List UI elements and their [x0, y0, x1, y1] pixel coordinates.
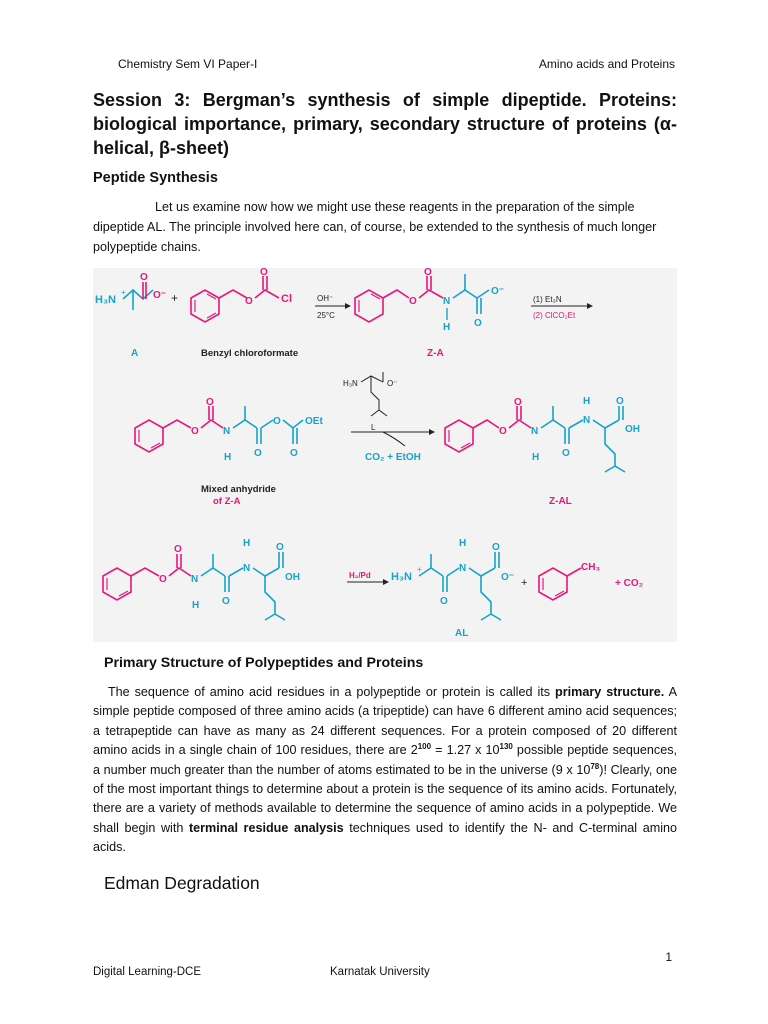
svg-text:25°C: 25°C	[317, 311, 335, 320]
svg-text:H: H	[443, 322, 451, 333]
reaction-scheme-panel-bottom	[93, 528, 677, 642]
svg-text:O: O	[276, 542, 284, 553]
svg-text:O: O	[245, 296, 253, 307]
header-left: Chemistry Sem VI Paper-I	[118, 57, 258, 71]
label-benzyl-chloroformate: Benzyl chloroformate	[201, 348, 299, 359]
svg-text:O: O	[254, 448, 262, 459]
svg-text:H₂/Pd: H₂/Pd	[349, 571, 371, 580]
svg-text:N: N	[223, 426, 231, 437]
toluene-structure	[539, 562, 600, 600]
svg-text:N: N	[443, 296, 451, 307]
svg-text:O: O	[140, 272, 148, 283]
svg-text:O: O	[474, 318, 482, 329]
label-mixed-anhydride-line2: of Z-A	[213, 496, 241, 507]
reaction-arrow-2	[531, 295, 593, 320]
svg-text:N: N	[459, 563, 467, 574]
section-heading-peptide-synthesis: Peptide Synthesis	[93, 170, 218, 186]
reaction-arrow-1	[315, 294, 351, 320]
svg-text:OH: OH	[625, 424, 640, 435]
svg-text:O: O	[424, 268, 432, 278]
hydrogenolysis-arrow	[347, 571, 389, 585]
svg-text:+: +	[521, 577, 528, 589]
svg-text:O: O	[562, 448, 570, 459]
label-mixed-anhydride-line1: Mixed anhydride	[201, 484, 276, 495]
svg-text:O: O	[616, 396, 624, 407]
primary-structure-paragraph: The sequence of amino acid residues in a polypeptide or protein is called its primary structure. A simple peptide composed of three amino acids (a tripeptide) can have 6 different amino acid sequences; a tetrapeptide can have as many as 24 different sequences. For a protein composed of 20 different amino acids in a single chain of 100 residues, there are $2^{100} = 1.27$ x $10^{130}$ possible peptide sequences, a number much greater than the number of atoms estimated to be in the universe (9 x $10^{78}$)! Clearly, one of the most important things to determine about a protein is the sequence of its amino acids. Fortunately, there are a variety of methods available to determine the sequence of amino acids in a polypeptide. We shall begin with terminal residue analysis techniques used to identify the N- and C-terminal amino acids.	[93, 685, 678, 855]
svg-text:N: N	[191, 574, 199, 585]
svg-text:H₃N: H₃N	[391, 571, 412, 583]
z-al-reactant-structure	[103, 538, 300, 620]
svg-text:O: O	[159, 574, 167, 585]
header-right: Amino acids and Proteins	[538, 57, 675, 71]
svg-text:O: O	[514, 397, 522, 408]
svg-text:+: +	[417, 565, 422, 574]
svg-text:OH: OH	[285, 572, 300, 583]
svg-text:O⁻: O⁻	[501, 572, 515, 583]
svg-text:OEt: OEt	[305, 416, 323, 427]
label-a: A	[131, 348, 139, 359]
svg-text:O: O	[222, 596, 230, 607]
co2-product: + CO₂	[615, 578, 644, 589]
z-alanyl-leucine-structure	[445, 396, 640, 472]
svg-text:O: O	[409, 296, 417, 307]
svg-text:O: O	[206, 397, 214, 408]
svg-text:H₃N: H₃N	[95, 294, 116, 306]
svg-text:+: +	[171, 291, 179, 305]
svg-text:H: H	[192, 600, 200, 611]
page-title: Session 3: Bergman’s synthesis of simple dipeptide. Proteins: biological importance, primary, secondary structure of proteins (α-helical, β-sheet)	[93, 90, 677, 158]
svg-text:H: H	[459, 538, 467, 549]
page-number: 1	[665, 950, 672, 964]
svg-text:OH⁻: OH⁻	[317, 294, 334, 303]
svg-text:N: N	[531, 426, 539, 437]
svg-text:+: +	[121, 288, 126, 297]
svg-text:O⁻: O⁻	[153, 290, 167, 301]
svg-text:O: O	[492, 542, 500, 553]
benzyl-chloroformate-structure	[191, 268, 292, 322]
svg-text:O: O	[440, 596, 448, 607]
svg-text:H: H	[243, 538, 251, 549]
svg-text:O: O	[273, 416, 281, 427]
footer-right: Karnatak University	[330, 966, 430, 978]
section-heading-edman-degradation: Edman Degradation	[104, 873, 260, 893]
svg-text:H: H	[583, 396, 591, 407]
svg-text:O⁻: O⁻	[387, 379, 398, 388]
label-al: AL	[455, 628, 469, 639]
svg-text:O: O	[290, 448, 298, 459]
reaction-scheme-row-3	[93, 528, 677, 642]
svg-text:N: N	[243, 563, 251, 574]
label-z-a: Z-A	[427, 348, 444, 359]
svg-text:O: O	[174, 544, 182, 555]
svg-text:(2) ClCO₂Et: (2) ClCO₂Et	[533, 311, 576, 320]
alanyl-leucine-structure	[391, 538, 527, 620]
svg-text:L: L	[371, 423, 376, 432]
svg-text:(1) Et₃N: (1) Et₃N	[533, 295, 562, 304]
svg-text:CH₃: CH₃	[581, 562, 601, 573]
section-heading-primary-structure: Primary Structure of Polypeptides and Proteins	[104, 655, 424, 671]
svg-text:O⁻: O⁻	[491, 286, 505, 297]
svg-text:O: O	[191, 426, 199, 437]
intro-paragraph: Let us examine now how we might use these reagents in the preparation of the simple dipeptide AL. The principle involved here can, of course, be extended to the synthesis of much longer polypeptide chains.	[93, 200, 657, 254]
footer-left: Digital Learning-DCE	[93, 966, 202, 978]
mixed-anhydride-structure	[135, 397, 323, 463]
svg-text:N: N	[583, 415, 591, 426]
svg-text:O: O	[260, 268, 268, 278]
svg-text:H: H	[224, 452, 232, 463]
svg-text:Cl: Cl	[281, 293, 292, 305]
svg-text:H₃N: H₃N	[343, 379, 358, 388]
svg-text:O: O	[499, 426, 507, 437]
z-alanine-structure	[355, 268, 504, 333]
alanine-structure	[95, 272, 178, 310]
reaction-scheme-rows-1-2	[93, 268, 677, 518]
svg-text:CO₂ + EtOH: CO₂ + EtOH	[365, 452, 421, 463]
leucine-reagent-and-arrow	[343, 372, 435, 463]
svg-text:H: H	[532, 452, 540, 463]
label-z-al: Z-AL	[549, 496, 572, 507]
